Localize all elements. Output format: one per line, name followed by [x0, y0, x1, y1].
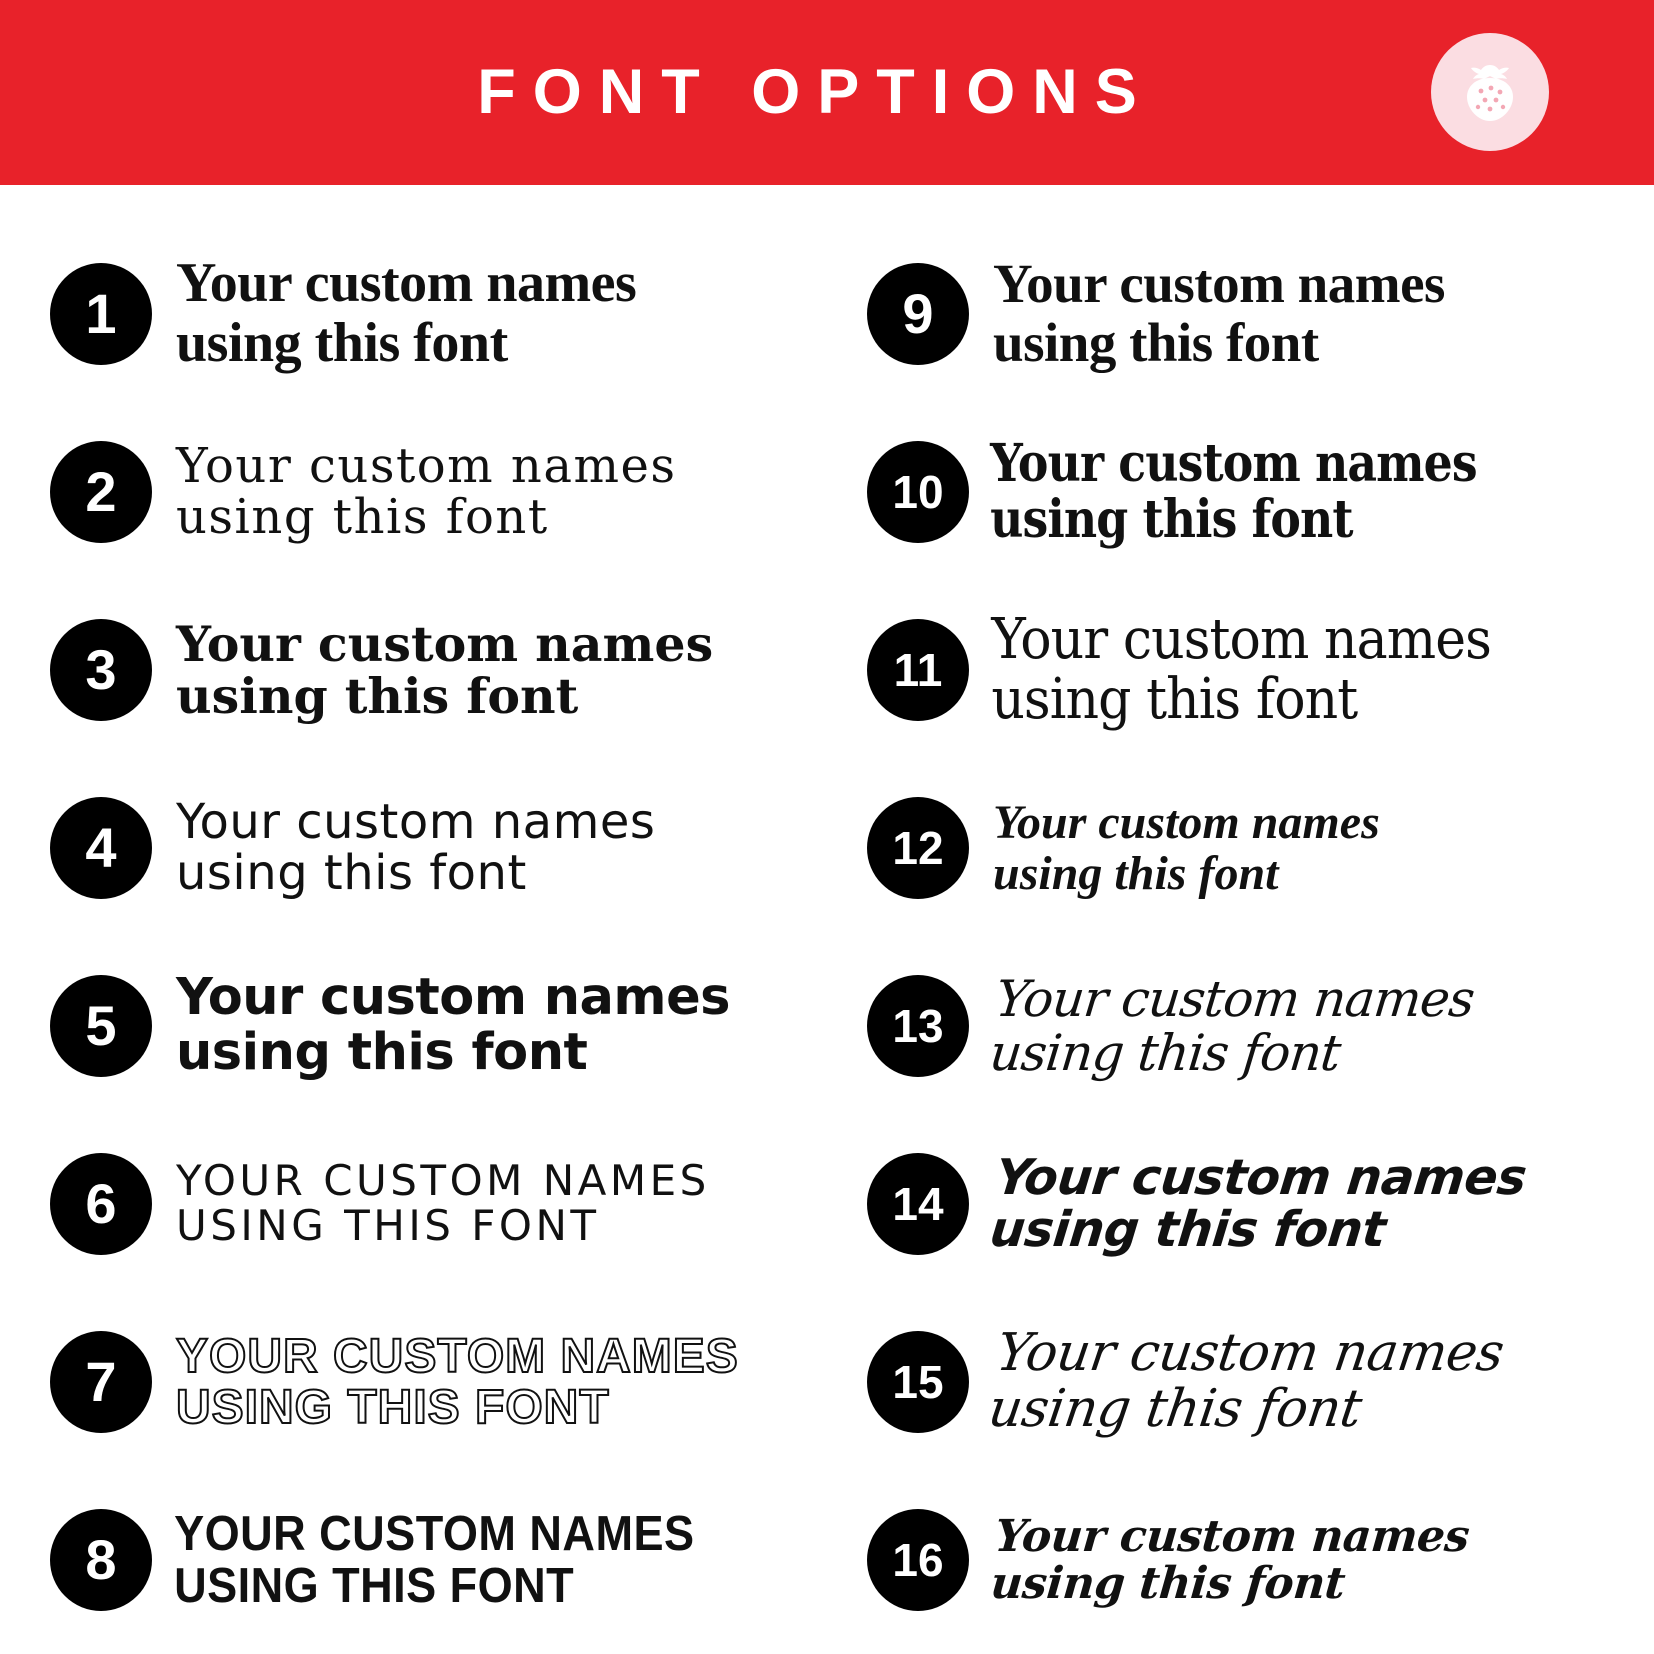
page-title: FONT OPTIONS — [477, 57, 1154, 127]
font-sample-7 — [152, 1331, 817, 1434]
font-option-2[interactable] — [50, 403, 817, 581]
font-sample-line-1: YOUR CUSTOM NAMES — [176, 1156, 710, 1206]
font-sample-line-2: using this font — [993, 312, 1319, 373]
font-option-number-badge: 7 — [50, 1331, 152, 1433]
font-option-10[interactable] — [867, 403, 1604, 581]
font-option-7[interactable] — [50, 1293, 817, 1471]
font-sample-line-1: Your custom names — [993, 795, 1380, 849]
font-sample-line-1: YOUR CUSTOM NAMES — [174, 1506, 695, 1561]
font-sample-line-1: Your custom names — [992, 1148, 1529, 1206]
font-sample-line-1: Your custom names — [176, 437, 677, 494]
font-sample-9 — [969, 255, 1604, 373]
page-header — [0, 0, 1654, 185]
font-option-3[interactable] — [50, 581, 817, 759]
font-sample-line-1: Your custom names — [176, 968, 731, 1028]
font-sample-line-2: using this font — [176, 1023, 588, 1082]
font-sample-5 — [152, 968, 817, 1082]
font-sample-line-1: Your custom names — [176, 252, 637, 315]
font-option-12[interactable] — [867, 759, 1604, 937]
font-option-number-badge: 5 — [50, 975, 152, 1077]
font-option-5[interactable] — [50, 937, 817, 1115]
strawberry-icon — [1450, 52, 1530, 132]
font-sample-10 — [969, 433, 1528, 550]
font-option-1[interactable] — [50, 225, 817, 403]
font-sample-13 — [963, 969, 1609, 1081]
font-sample-line-2: using this font — [176, 312, 508, 374]
font-sample-line-2: using this font — [176, 845, 527, 901]
font-sample-2 — [152, 437, 817, 545]
font-sample-line-1: Your custom names — [992, 1510, 1472, 1562]
font-sample-line-1: Your custom names — [990, 433, 1477, 495]
font-option-number-badge: 15 — [867, 1331, 969, 1433]
font-sample-line-1: Your custom names — [176, 614, 714, 673]
font-option-13[interactable] — [867, 937, 1604, 1115]
font-option-9[interactable] — [867, 225, 1604, 403]
font-option-number-badge: 2 — [50, 441, 152, 543]
font-sample-1 — [152, 254, 817, 374]
font-sample-6 — [152, 1156, 817, 1250]
font-option-14[interactable] — [867, 1115, 1604, 1293]
font-option-number-badge: 3 — [50, 619, 152, 721]
font-option-number-badge: 10 — [867, 441, 969, 543]
font-option-number-badge: 16 — [867, 1509, 969, 1611]
font-sample-line-2: using this font — [987, 1201, 1389, 1258]
font-sample-line-1: Your custom names — [992, 969, 1477, 1028]
font-options-column-right — [827, 225, 1604, 1649]
font-option-number-badge: 1 — [50, 263, 152, 365]
font-sample-16 — [965, 1510, 1608, 1609]
font-sample-line-2: USING THIS FONT — [176, 1201, 600, 1250]
font-sample-line-2: USING THIS FONT — [174, 1559, 575, 1613]
font-option-number-badge: 8 — [50, 1509, 152, 1611]
font-sample-line-2: using this font — [984, 1379, 1366, 1439]
font-option-16[interactable] — [867, 1471, 1604, 1649]
font-sample-line-2: using this font — [988, 1558, 1347, 1609]
font-sample-3 — [152, 614, 817, 725]
font-option-number-badge: 6 — [50, 1153, 152, 1255]
font-sample-line-1: Your custom names — [993, 253, 1445, 315]
font-sample-line-2: using this font — [176, 489, 549, 545]
font-sample-line-2: USING THIS FONT — [176, 1381, 610, 1434]
font-sample-11 — [969, 607, 1560, 732]
brand-logo-badge — [1431, 33, 1549, 151]
font-sample-line-2: using this font — [987, 1023, 1344, 1081]
font-option-6[interactable] — [50, 1115, 817, 1293]
font-sample-line-1: Your custom names — [176, 793, 656, 850]
font-options-columns — [0, 185, 1654, 1649]
font-sample-12 — [969, 797, 1604, 900]
font-option-number-badge: 9 — [867, 263, 969, 365]
font-option-number-badge: 13 — [867, 975, 969, 1077]
font-options-column-left — [50, 225, 827, 1649]
font-option-11[interactable] — [867, 581, 1604, 759]
font-sample-4 — [152, 793, 817, 901]
font-option-4[interactable] — [50, 759, 817, 937]
font-sample-14 — [963, 1148, 1609, 1258]
font-sample-line-1: YOUR CUSTOM NAMES — [176, 1329, 739, 1383]
font-option-8[interactable] — [50, 1471, 817, 1649]
font-sample-line-2: using this font — [993, 847, 1279, 900]
font-sample-8 — [152, 1508, 764, 1613]
font-sample-15 — [961, 1323, 1612, 1439]
font-sample-line-1: Your custom names — [992, 1323, 1508, 1384]
font-sample-line-2: using this font — [991, 667, 1358, 732]
font-sample-line-1: Your custom names — [991, 607, 1491, 673]
font-sample-line-2: using this font — [176, 667, 579, 725]
font-option-number-badge: 14 — [867, 1153, 969, 1255]
font-option-number-badge: 12 — [867, 797, 969, 899]
font-sample-line-2: using this font — [990, 489, 1353, 550]
font-option-number-badge: 11 — [867, 619, 969, 721]
font-option-15[interactable] — [867, 1293, 1604, 1471]
font-option-number-badge: 4 — [50, 797, 152, 899]
